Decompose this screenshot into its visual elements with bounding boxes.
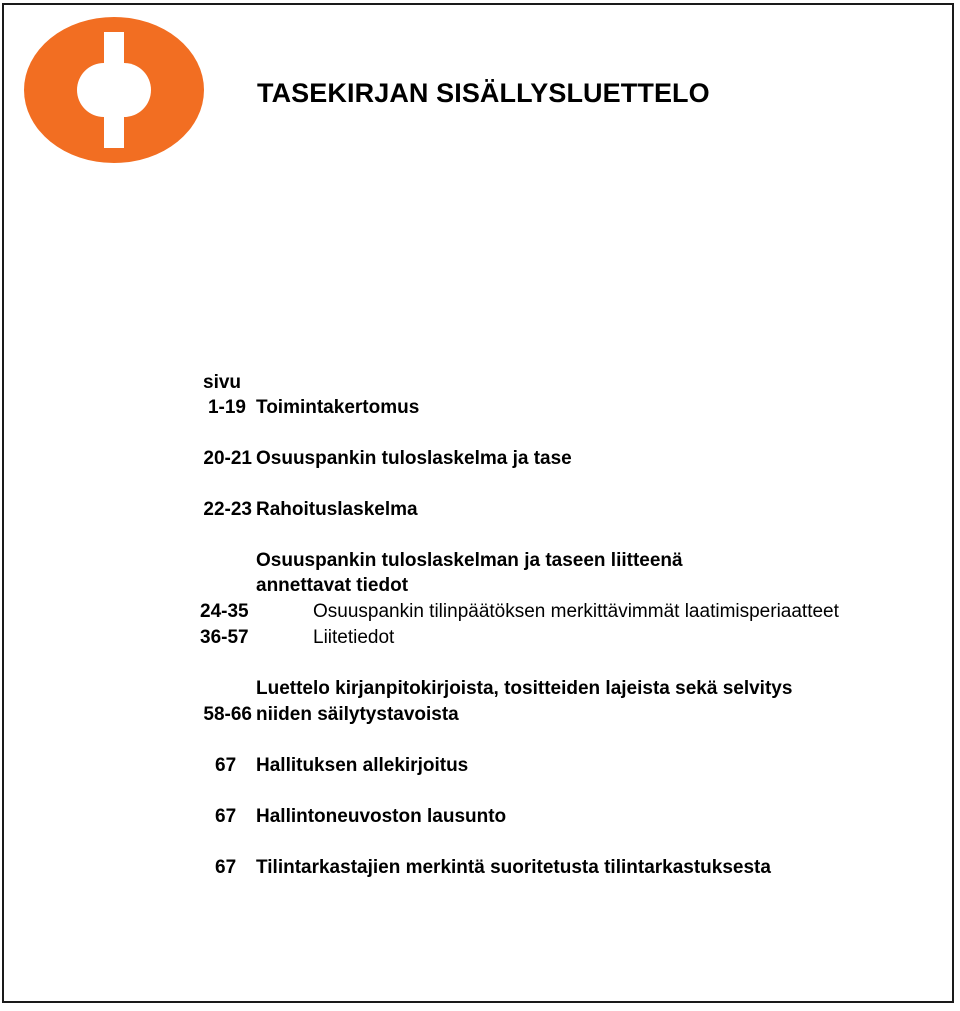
sivu-label: sivu bbox=[203, 372, 242, 393]
toc-entry-text: Tilintarkastajien merkintä suoritetusta tilintarkastuksesta bbox=[256, 857, 771, 878]
toc-group-heading: Osuuspankin tuloslaskelman ja taseen liitteenä bbox=[256, 550, 683, 571]
toc-page-number: 67 bbox=[215, 755, 237, 776]
toc-page-number: 22-23 bbox=[203, 499, 252, 520]
toc-subentry-text: Liitetiedot bbox=[313, 627, 395, 648]
toc-page-number: 1-19 bbox=[207, 397, 246, 418]
toc-subentry-text: Osuuspankin tilinpäätöksen merkittävimmät laatimisperiaatteet bbox=[313, 601, 839, 622]
toc-page-number: 20-21 bbox=[203, 448, 252, 469]
toc-entry-text: Hallintoneuvoston lausunto bbox=[256, 806, 507, 827]
toc-entry-text: Luettelo kirjanpitokirjoista, tositteiden lajeista sekä selvitys bbox=[256, 678, 793, 699]
toc-page-number: 58-66 bbox=[203, 704, 252, 725]
toc-page-number: 36-57 bbox=[200, 627, 249, 648]
document-title: TASEKIRJAN SISÄLLYSLUETTELO bbox=[257, 78, 710, 108]
op-logo-icon bbox=[24, 17, 204, 163]
toc-page-number: 24-35 bbox=[200, 601, 249, 622]
toc-entry-text: Toimintakertomus bbox=[256, 397, 420, 418]
toc-page-number: 67 bbox=[215, 857, 237, 878]
toc-page-number: 67 bbox=[215, 806, 237, 827]
toc-entry-text: Hallituksen allekirjoitus bbox=[256, 755, 469, 776]
toc-entry-text: Rahoituslaskelma bbox=[256, 499, 418, 520]
toc-entry-text: Osuuspankin tuloslaskelma ja tase bbox=[256, 448, 572, 469]
toc-entry-text: niiden säilytystavoista bbox=[256, 704, 459, 725]
toc-group-heading: annettavat tiedot bbox=[256, 575, 409, 596]
